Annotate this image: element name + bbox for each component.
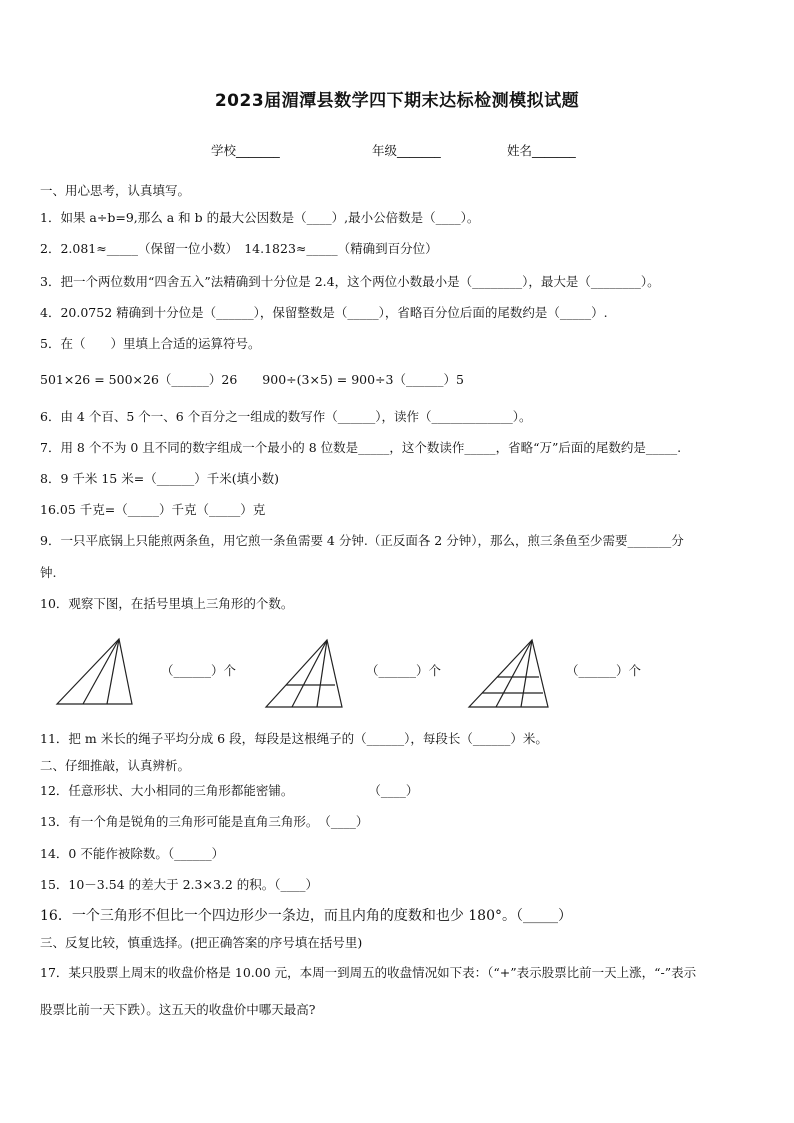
triangle-figure-3 bbox=[466, 637, 552, 709]
page-title: 2023届湄潭县数学四下期末达标检测模拟试题 bbox=[214, 91, 580, 111]
question-1: 1．如果 a÷b=9,那么 a 和 b 的最大公因数是（____）,最小公倍数是（____）。 bbox=[40, 210, 480, 225]
grade-field-label: 年级_______ bbox=[372, 143, 441, 158]
question-7: 7．用 8 个不为 0 且不同的数字组成一个最小的 8 位数是_____，这个数读作_____，省略“万”后面的尾数约是_____. bbox=[40, 440, 682, 455]
question-2: 2．2.081≈_____（保留一位小数） 14.1823≈_____（精确到百分位） bbox=[40, 241, 438, 256]
question-8-part-b: 16.05 千克=（_____）千克（_____）克 bbox=[40, 502, 266, 517]
question-16: 16．一个三角形不但比一个四边形少一条边，而且内角的度数和也少 180°。（_____） bbox=[40, 908, 572, 924]
question-5-expressions: 501×26 = 500×26（______）26 900÷(3×5) = 900÷3（______）5 bbox=[40, 372, 464, 387]
question-15: 15．10－3.54 的差大于 2.3×3.2 的积。（____） bbox=[40, 877, 319, 892]
section-2-heading: 二、仔细推敲，认真辨析。 bbox=[40, 758, 191, 773]
question-10: 10．观察下图，在括号里填上三角形的个数。 bbox=[40, 596, 294, 611]
question-17-line-1: 17．某只股票上周末的收盘价格是 10.00 元，本周一到周五的收盘情况如下表：（“+”表示股票比前一天上涨，“-”表示 bbox=[40, 965, 697, 980]
question-5: 5．在（ ）里填上合适的运算符号。 bbox=[40, 336, 261, 351]
question-9-line-1: 9．一只平底锅上只能煎两条鱼，用它煎一条鱼需要 4 分钟.（正反面各 2 分钟），那么，煎三条鱼至少需要_______分 bbox=[40, 533, 684, 548]
question-9-line-2: 钟. bbox=[40, 565, 57, 580]
figure-3-answer-blank: （______）个 bbox=[566, 663, 642, 678]
name-field-label: 姓名_______ bbox=[507, 143, 576, 158]
question-3: 3．把一个两位数用“四舍五入”法精确到十分位是 2.4，这个两位小数最小是（________），最大是（________）。 bbox=[40, 274, 660, 289]
triangle-figure-1 bbox=[55, 637, 135, 707]
triangle-figure-2 bbox=[263, 637, 345, 709]
figure-2-answer-blank: （______）个 bbox=[366, 663, 442, 678]
question-17-line-2: 股票比前一天下跌）。这五天的收盘价中哪天最高? bbox=[40, 1002, 316, 1017]
question-13: 13．有一个角是锐角的三角形可能是直角三角形。 （____） bbox=[40, 814, 369, 829]
section-1-heading: 一、用心思考，认真填写。 bbox=[40, 183, 191, 198]
question-8-part-a: 8．9 千米 15 米=（______）千米(填小数) bbox=[40, 471, 279, 486]
school-field-label: 学校_______ bbox=[211, 143, 280, 158]
question-11: 11．把 m 米长的绳子平均分成 6 段，每段是这根绳子的（______），每段长（______）米。 bbox=[40, 731, 548, 746]
question-12: 12．任意形状、大小相同的三角形都能密铺。 （____） bbox=[40, 783, 419, 798]
question-4: 4．20.0752 精确到十分位是（______），保留整数是（_____），省略百分位后面的尾数约是（_____）. bbox=[40, 305, 608, 320]
figure-1-answer-blank: （______）个 bbox=[161, 663, 237, 678]
question-6: 6．由 4 个百、5 个一、6 个百分之一组成的数写作（______），读作（_____________）。 bbox=[40, 409, 532, 424]
question-14: 14．0 不能作被除数。（______） bbox=[40, 846, 225, 861]
section-3-heading: 三、反复比较，慎重选择。(把正确答案的序号填在括号里) bbox=[40, 935, 363, 950]
